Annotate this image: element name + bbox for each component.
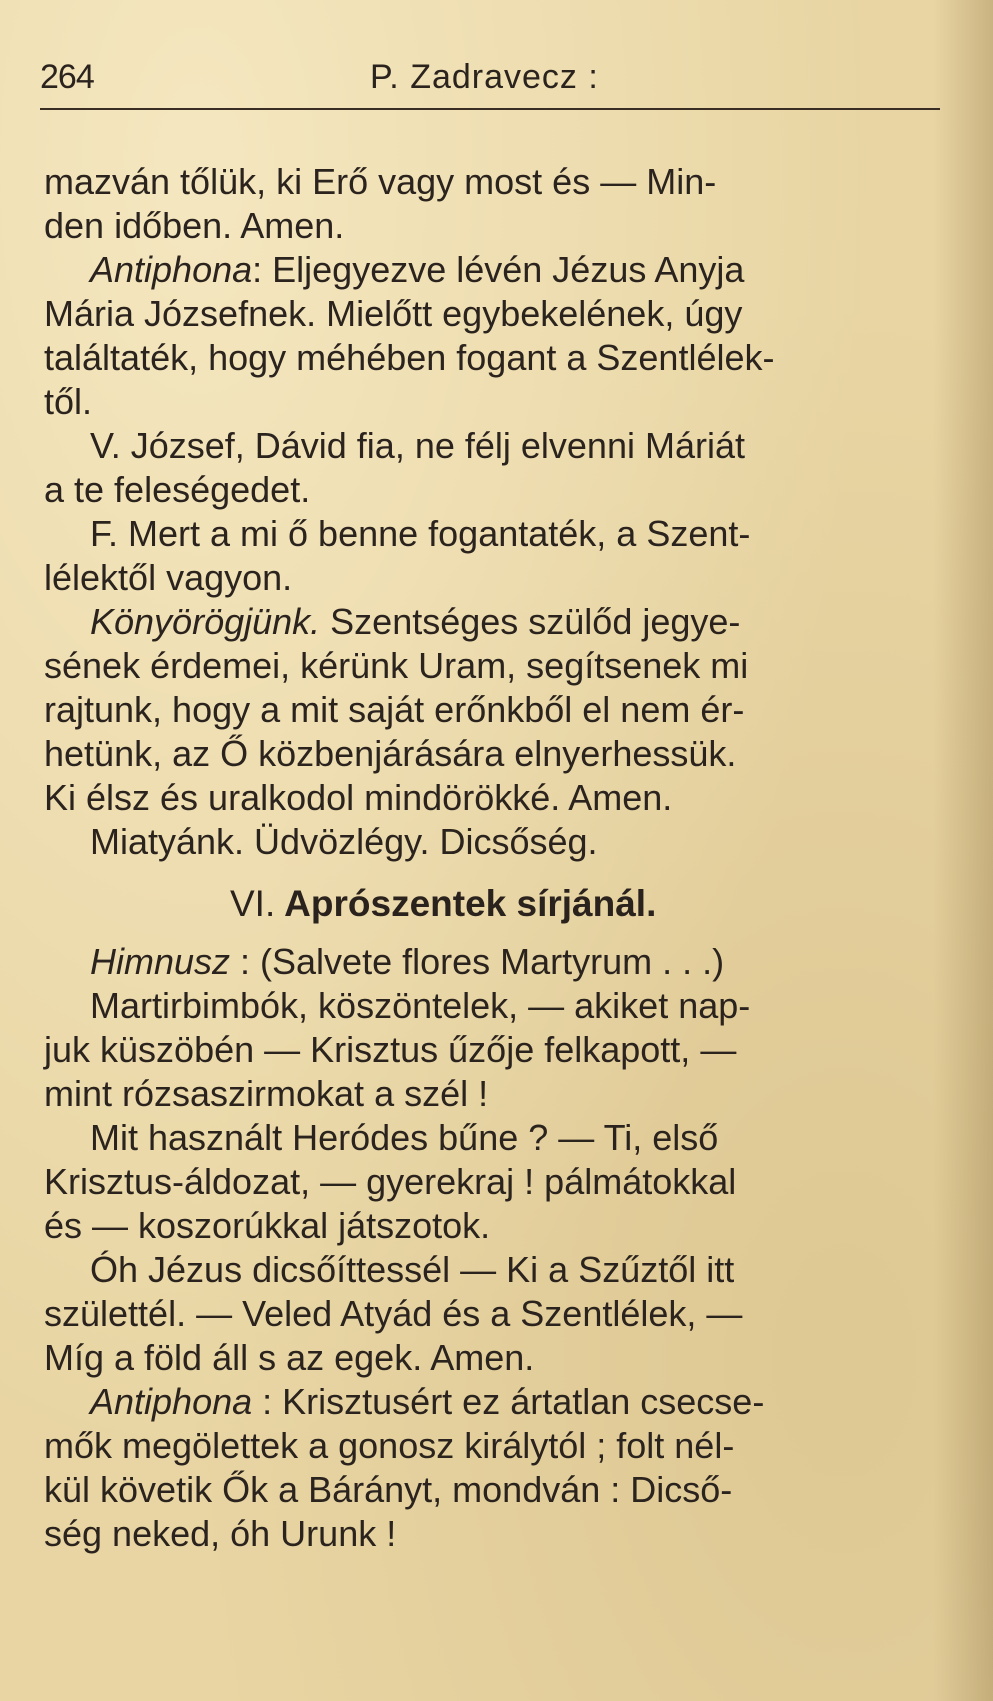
text-line: ség neked, óh Urunk ! [44,1513,397,1554]
text-line: Óh Jézus dicsőíttessél — Ki a Szűztől itt [90,1249,735,1290]
text-line: Mit használt Heródes bűne ? — Ti, első [90,1117,719,1158]
text-line: Míg a föld áll s az egek. Amen. [44,1337,535,1378]
text-line: sének érdemei, kérünk Uram, segítsenek mi [44,645,749,686]
text-line: Mária Józsefnek. Mielőtt egybekelének, úgy [44,293,743,334]
page-number: 264 [40,58,94,96]
text-line: F. Mert a mi ő benne fogantaték, a Szent- [90,513,751,554]
text-line: Himnusz : (Salvete flores Martyrum . . .) [90,941,725,982]
text-line: Miatyánk. Üdvözlégy. Dicsőség. [90,821,598,862]
section-title: Aprószentek sírjánál. [284,883,657,924]
section-heading [44,874,944,934]
text-line: születtél. — Veled Atyád és a Szentlélek, — [44,1293,743,1334]
header-rule [40,108,940,110]
text-line: Krisztus-áldozat, — gyerekraj ! pálmátokkal [44,1161,737,1202]
text-line: kül követik Ők a Bárányt, mondván : Dicső- [44,1469,733,1510]
text-line: Antiphona : Krisztusért ez ártatlan csecse- [90,1381,765,1422]
text-line: találtaték, hogy méhében fogant a Szentlélek- [44,337,775,378]
himnusz-label: Himnusz [90,941,231,982]
text-line: V. József, Dávid fia, ne félj elvenni Máriát [90,425,745,466]
page-header [40,58,940,108]
text-line: mők megölettek a gonosz királytól ; folt nél- [44,1425,735,1466]
text-line: rajtunk, hogy a mit saját erőnkből el nem ér- [44,689,745,730]
text-line: mint rózsaszirmokat a szél ! [44,1073,489,1114]
text-line: lélektől vagyon. [44,557,293,598]
text-line: től. [44,381,93,422]
text-line: Antiphona: Eljegyezve lévén Jézus Anyja [90,249,745,290]
page-body [44,160,944,1556]
text-line: a te feleségedet. [44,469,311,510]
text-line: juk küszöbén — Krisztus űzője felkapott, — [44,1029,737,1070]
text-line: Ki élsz és uralkodol mindörökké. Amen. [44,777,673,818]
antiphona-label: Antiphona [90,249,253,290]
text-line: mazván tőlük, ki Erő vagy most és — Min- [44,161,717,202]
text-line: és — koszorúkkal játszotok. [44,1205,491,1246]
antiphona-label: Antiphona [90,1381,253,1422]
text-line: hetünk, az Ő közbenjárására elnyerhessük. [44,733,737,774]
section-number: VI. [230,883,276,924]
text-line: den időben. Amen. [44,205,345,246]
konyorogjunk-label: Könyörögjünk. [90,601,321,642]
running-head: P. Zadravecz : [370,58,599,96]
text-line: Martirbimbók, köszöntelek, — akiket nap- [90,985,751,1026]
text-line: Könyörögjünk. Szentséges szülőd jegye- [90,601,741,642]
